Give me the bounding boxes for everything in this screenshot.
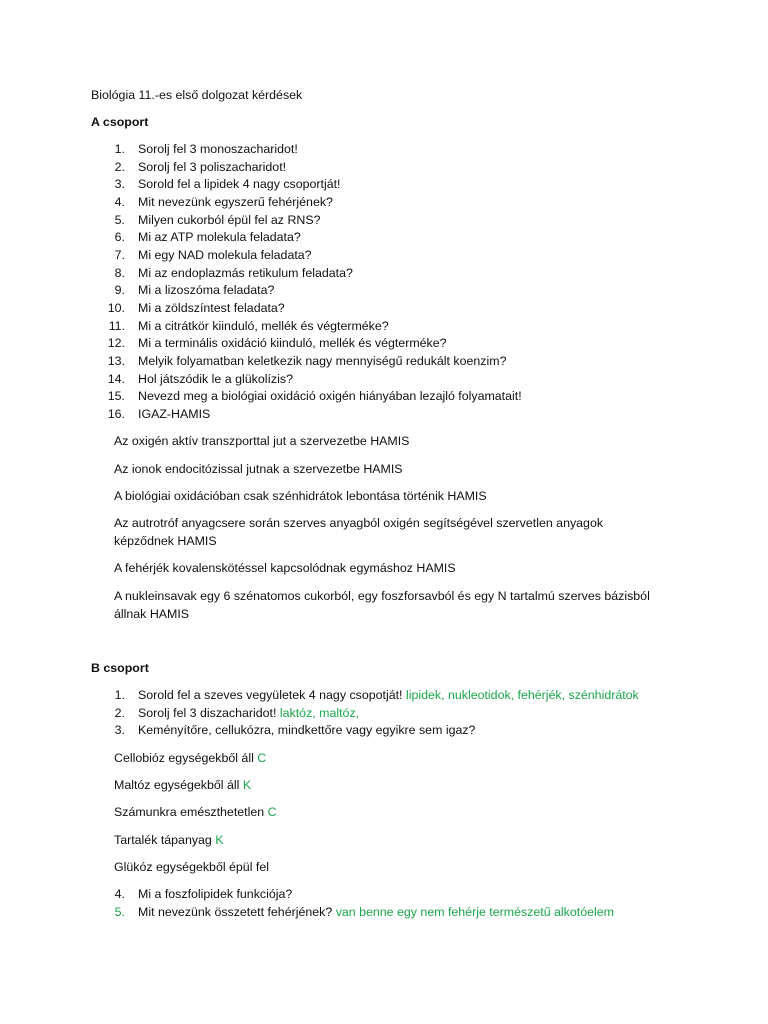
statement: A fehérjék kovalenskötéssel kapcsolódnak egymáshoz HAMIS [114,561,456,575]
statement: A biológiai oxidációban csak szénhidrátok lebontása történik HAMIS [114,489,487,503]
statement: Glükóz egységekből épül fel [114,860,269,874]
answer-text: lipidek, nukleotidok, fehérjék, szénhidrátok [405,688,639,702]
statement: Tartalék tápanyag K [114,833,224,847]
statement: Számunkra emészthetetlen C [114,805,277,819]
statement: Cellobióz egységekből áll C [114,751,267,765]
statement-continuation: állnak HAMIS [114,607,190,621]
statement: Maltóz egységekből áll K [114,778,252,792]
answer-text: laktóz, maltóz, [279,706,360,720]
statement: A nukleinsavak egy 6 szénatomos cukorból, egy foszforsavból és egy N tartalmú szerves bázisból [114,589,650,603]
document-page: Biológia 11.-es első dolgozat kérdések A csoport 1. Sorolj fel 3 monoszacharidot! 2. Sorolj fel 3 poliszacharidot! 3. Sorold fel a lipidek 4 nagy csoportját! 4. Mit nevezünk egyszerű fehérjének? 5. Milyen cukorból épül fel az RNS? 6. Mi az ATP molekula feladata? 7. Mi egy NAD molekula feladata? 8. Mi az endoplazmás retikulum feladata? 9. Mi a lizoszóma feladata? 10. Mi a zöldszíntest feladata? 11. Mi a citrátkör kiinduló, mellék és végterméke? 12. Mi a terminális oxidáció kiinduló, mellék és végterméke? 13. Melyik folyamatban keletkezik nagy mennyiségű redukált koenzim? 14. Hol játszódik le a glükolízis? 15. Nevezd meg a biológiai oxidáció oxigén hiányában lezajló folyamatait! 16. IGAZ-HAMIS Az oxigén aktív transzporttal jut a szervezetbe HAMIS Az ionok endocitózissal jutnak a szervezetbe HAMIS A biológiai oxidációban csak szénhidrátok lebontása történik HAMIS Az autrotróf anyagcsere során szerves anyagból oxigén segítségével szervetlen anyagok képződnek HAMIS A fehérjék kovalenskötéssel kapcsolódnak egymáshoz HAMIS A nukleinsavak egy 6 szénatomos cukorból, egy foszforsavból és egy N tartalmú szerves bázisból állnak HAMIS B csoport 1. Sorold fel a szeves vegyületek 4 nagy csopotját! lipidek, nukleotidok, fehérjék, szénhidrátok 2. Sorolj fel 3 diszacharidot! laktóz, maltóz, 3. Keményítőre, cellukózra, mindkettőre vagy egyikre sem igaz? Cellobióz egységekből áll C Maltóz egységekből áll K Számunkra emészthetetlen C Tartalék tápanyag K Glükóz egységekből épül fel 4. Mi a foszfolipidek funkciója? 5. Mit nevezünk összetett fehérjének? van benne egy nem fehérje természetű alkotóelem [91,88,650,919]
statement-continuation: képződnek HAMIS [114,534,217,548]
statement: Az autrotróf anyagcsere során szerves anyagból oxigén segítségével szervetlen anyagok [114,516,604,530]
answer-text: C [267,805,277,819]
group-a-heading: A csoport [91,115,149,129]
answer-text: K [215,833,224,847]
answer-text: K [242,778,252,792]
statement: Az ionok endocitózissal jutnak a szervezetbe HAMIS [114,462,403,476]
answer-text: C [257,751,267,765]
document-title: Biológia 11.-es első dolgozat kérdések [91,88,303,102]
statement: Az oxigén aktív transzporttal jut a szervezetbe HAMIS [114,434,410,448]
answer-text: van benne egy nem fehérje természetű alkotóelem [335,905,614,919]
group-b-heading: B csoport [91,661,149,675]
